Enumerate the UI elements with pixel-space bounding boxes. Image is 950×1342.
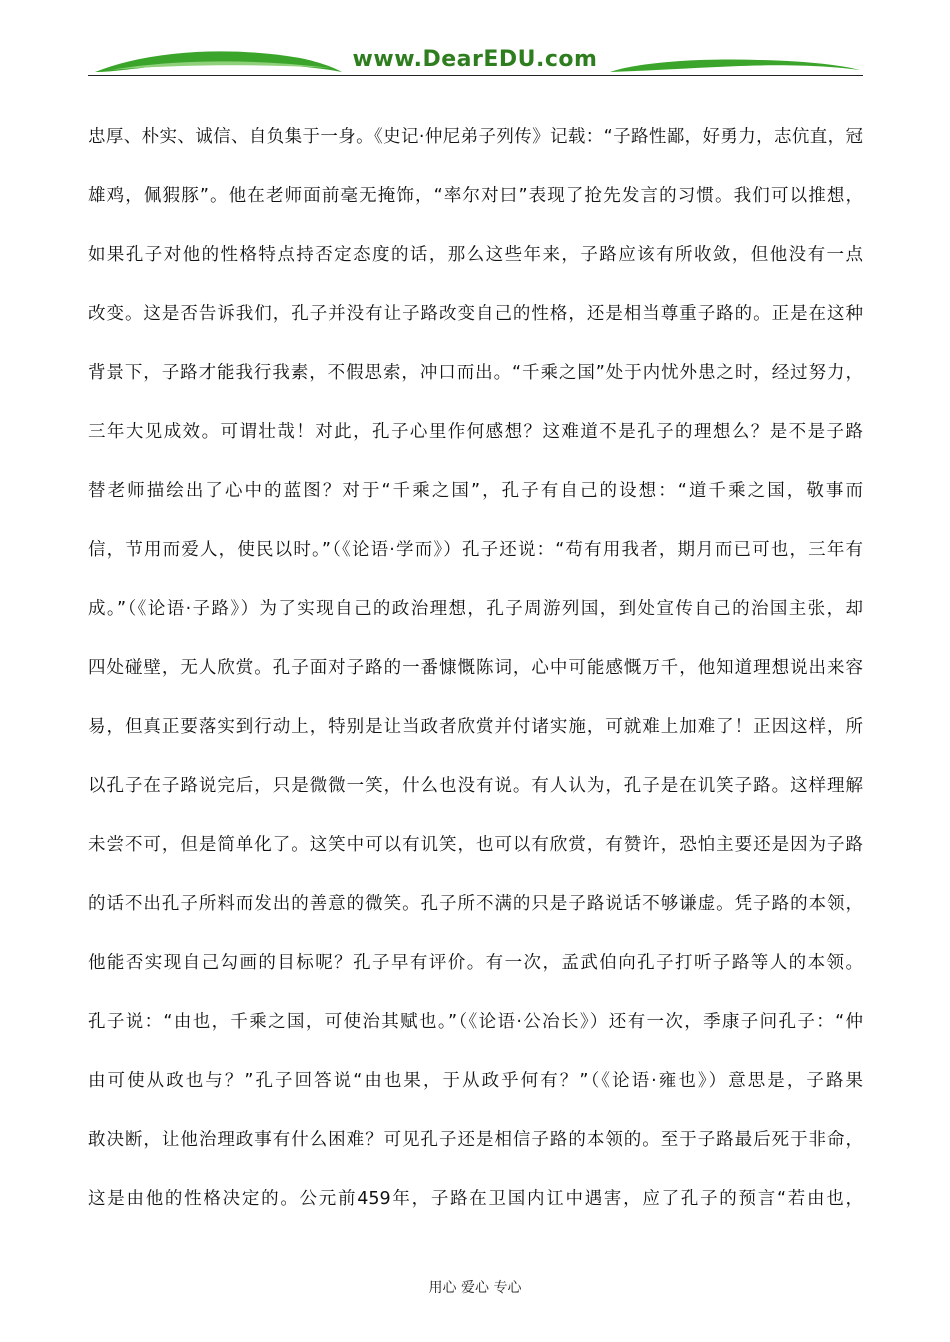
header-divider [88, 75, 863, 76]
text-line: 信，节用而爱人，使民以时。”（《论语·学而》）孔子还说：“苟有用我者，期月而已可也，三年有 [88, 540, 863, 560]
site-logo-text: www.DearEDU.com [352, 47, 598, 72]
text-line: 易，但真正要落实到行动上，特别是让当政者欣赏并付诸实施，可就难上加难了！正因这样，所 [88, 717, 863, 737]
text-line: 雄鸡，佩猳豚”。他在老师面前毫无掩饰，“率尔对曰”表现了抢先发言的习惯。我们可以推想， [88, 186, 863, 206]
text-line: 忠厚、朴实、诚信、自负集于一身。《史记·仲尼弟子列传》记载：“子路性鄙，好勇力，志伉直，冠 [88, 127, 863, 147]
text-line: 由可使从政也与？”孔子回答说“由也果，于从政乎何有？”（《论语·雍也》）意思是，子路果 [88, 1071, 863, 1091]
text-line: 成。”（《论语·子路》）为了实现自己的政治理想，孔子周游列国，到处宣传自己的治国主张，却 [88, 599, 863, 619]
page-header [0, 0, 950, 90]
text-line: 未尝不可，但是简单化了。这笑中可以有讥笑，也可以有欣赏，有赞许，恐怕主要还是因为子路 [88, 835, 863, 855]
article-body [88, 118, 863, 1239]
text-line: 的话不出孔子所料而发出的善意的微笑。孔子所不满的只是子路说话不够谦虚。凭子路的本领， [88, 894, 863, 914]
green-swoosh-banner-icon [0, 0, 950, 90]
text-line: 这是由他的性格决定的。公元前459年，子路在卫国内讧中遇害，应了孔子的预言“若由也， [88, 1189, 863, 1209]
text-line: 如果孔子对他的性格特点持否定态度的话，那么这些年来，子路应该有所收敛，但他没有一点 [88, 245, 863, 265]
text-line: 敢决断，让他治理政事有什么困难？可见孔子还是相信子路的本领的。至于子路最后死于非命， [88, 1130, 863, 1150]
text-line: 他能否实现自己勾画的目标呢？孔子早有评价。有一次，孟武伯向孔子打听子路等人的本领。 [88, 953, 863, 973]
text-line: 改变。这是否告诉我们，孔子并没有让子路改变自己的性格，还是相当尊重子路的。正是在这种 [88, 304, 863, 324]
text-line: 背景下，子路才能我行我素，不假思索，冲口而出。“千乘之国”处于内忧外患之时，经过努力， [88, 363, 863, 383]
text-line: 三年大见成效。可谓壮哉！对此，孔子心里作何感想？这难道不是孔子的理想么？是不是子路 [88, 422, 863, 442]
text-line: 以孔子在子路说完后，只是微微一笑，什么也没有说。有人认为，孔子是在讥笑子路。这样理解 [88, 776, 863, 796]
text-line: 替老师描绘出了心中的蓝图？对于“千乘之国”，孔子有自己的设想：“道千乘之国，敬事而 [88, 481, 863, 501]
text-line: 孔子说：“由也，千乘之国，可使治其赋也。”（《论语·公冶长》）还有一次，季康子问孔子：“仲 [88, 1012, 863, 1032]
page-footer: 用心 爱心 专心 [428, 1280, 522, 1296]
text-line: 四处碰壁，无人欣赏。孔子面对子路的一番慷慨陈词，心中可能感慨万千，他知道理想说出来容 [88, 658, 863, 678]
